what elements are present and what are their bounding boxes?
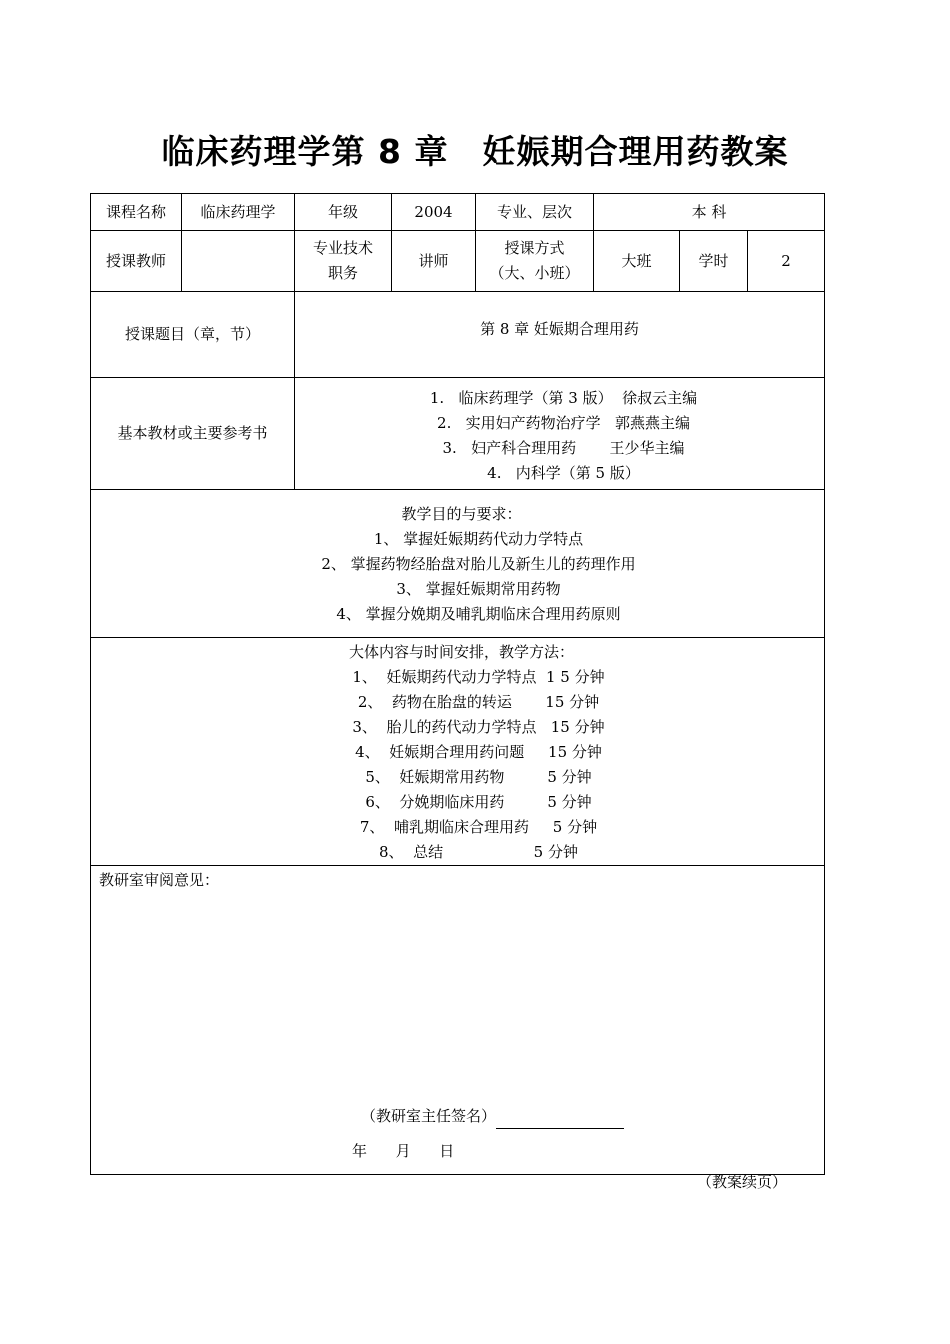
professional-title-value: 讲师 xyxy=(392,231,476,292)
major-level-value: 本 科 xyxy=(594,194,825,231)
list-item: 3、 掌握妊娠期常用药物 xyxy=(396,580,561,598)
date-year: 年 xyxy=(352,1142,368,1160)
class-hours-label: 学时 xyxy=(680,231,748,292)
references-row xyxy=(91,378,825,490)
topic-label: 授课题目（章，节） xyxy=(91,292,295,378)
topic-value-cell xyxy=(295,292,825,378)
grade-value: 2004 xyxy=(392,194,476,231)
list-item: 1. 临床药理学（第 3 版） 徐叔云主编 xyxy=(429,388,698,407)
continued-note: （教案续页） xyxy=(696,1173,787,1191)
list-item: 2. 实用妇产药物治疗学 郭燕燕主编 xyxy=(437,413,690,432)
list-item: 1、 妊娠期药代动力学特点 1 5 分钟 xyxy=(352,668,605,686)
list-item: 8、 总结 5 分钟 xyxy=(379,843,578,861)
signature-line[interactable] xyxy=(496,1110,624,1129)
major-level-label: 专业、层次 xyxy=(476,194,594,231)
teaching-method-label: 授课方式（大、小班） xyxy=(476,231,594,292)
list-item: 2、 掌握药物经胎盘对胎儿及新生儿的药理作用 xyxy=(321,555,636,573)
teacher-info-row xyxy=(91,231,825,292)
course-name-value: 临床药理学 xyxy=(182,194,295,231)
list-item: 4、 妊娠期合理用药问题 15 分钟 xyxy=(355,743,602,761)
list-item: 3. 妇产科合理用药 王少华主编 xyxy=(442,438,685,457)
list-item: 4. 内科学（第 5 版） xyxy=(487,463,640,482)
teaching-method-value: 大班 xyxy=(594,231,680,292)
teacher-value xyxy=(182,231,295,292)
objectives-list xyxy=(91,527,824,627)
course-name-label: 课程名称 xyxy=(91,194,182,231)
class-hours-value: 2 xyxy=(748,231,825,292)
list-item: 3、 胎儿的药代动力学特点 15 分钟 xyxy=(352,718,605,736)
list-item: 4、 掌握分娩期及哺乳期临床合理用药原则 xyxy=(336,605,621,623)
date-day: 日 xyxy=(439,1142,455,1160)
schedule-cell xyxy=(91,638,825,866)
objectives-cell xyxy=(91,490,825,638)
signature-area xyxy=(361,1104,624,1129)
list-item: 6、 分娩期临床用药 5 分钟 xyxy=(365,793,592,811)
list-item: 7、 哺乳期临床合理用药 5 分钟 xyxy=(359,818,598,836)
teacher-label: 授课教师 xyxy=(91,231,182,292)
review-date xyxy=(352,1139,454,1164)
review-row xyxy=(91,866,825,1175)
references-label: 基本教材或主要参考书 xyxy=(91,378,295,490)
list-item: 1、 掌握妊娠期药代动力学特点 xyxy=(373,530,584,548)
list-item: 2、 药物在胎盘的转运 15 分钟 xyxy=(357,693,600,711)
date-month: 月 xyxy=(395,1142,411,1160)
grade-label: 年级 xyxy=(295,194,392,231)
objectives-heading: 教学目的与要求： xyxy=(401,505,522,523)
page-title: 临床药理学第 8 章 妊娠期合理用药教案 xyxy=(161,132,789,171)
schedule-list xyxy=(91,665,824,865)
schedule-row xyxy=(91,638,825,866)
objectives-row xyxy=(91,490,825,638)
review-cell xyxy=(91,866,825,1175)
references-cell xyxy=(295,378,825,490)
signature-label: （教研室主任签名） xyxy=(361,1107,497,1125)
list-item: 5、 妊娠期常用药物 5 分钟 xyxy=(365,768,592,786)
course-info-row xyxy=(91,194,825,231)
professional-title-label: 专业技术职务 xyxy=(295,231,392,292)
review-heading: 教研室审阅意见： xyxy=(99,871,220,889)
topic-row xyxy=(91,292,825,378)
schedule-heading: 大体内容与时间安排，教学方法： xyxy=(349,643,575,661)
lesson-plan-table xyxy=(90,193,825,1175)
topic-value: 第 8 章 妊娠期合理用药 xyxy=(480,320,639,338)
references-list xyxy=(295,382,824,486)
